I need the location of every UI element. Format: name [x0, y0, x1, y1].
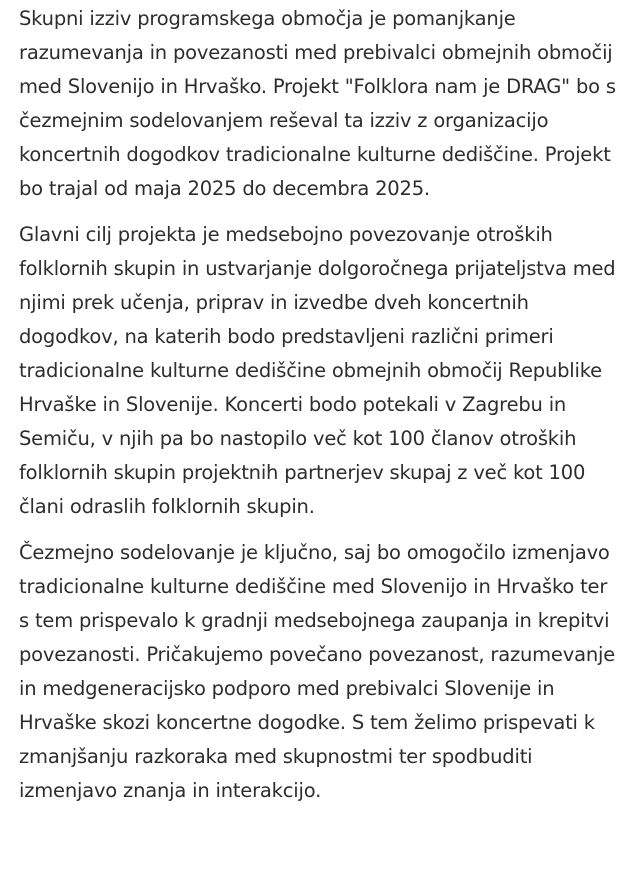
paragraph-main-goal: Glavni cilj projekta je medsebojno povezovanje otroških folklornih skupin in ustvarjanje dolgoročnega prijateljstva med njimi prek učenja, priprav in izvedbe dveh koncertnih dogodkov, na katerih bodo predstavljeni različni primeri tradicionalne kulturne dediščine obmejnih območij Republike Hrvaške in Slovenije. Koncerti bodo potekali v Zagrebu in Semiču, v njih pa bo nastopilo več kot 100 članov otroških folklornih skupin projektnih partnerjev skupaj z več kot 100 člani odraslih folklornih skupin. — [19, 223, 616, 518]
paragraph-challenge: Skupni izziv programskega območja je pomanjkanje razumevanja in povezanosti med prebivalci obmejnih območij med Slovenijo in Hrvaško. Projekt "Folklora nam je DRAG" bo s čezmejnim sodelovanjem reševal ta izziv z organizacijo koncertnih dogodkov tradicionalne kulturne dediščine. Projekt bo trajal od maja 2025 do decembra 2025. — [19, 7, 616, 200]
paragraph-cross-border-cooperation: Čezmejno sodelovanje je ključno, saj bo omogočilo izmenjavo tradicionalne kulturne dediščine med Slovenijo in Hrvaško ter s tem prispevalo k gradnji medsebojnega zaupanja in krepitvi povezanosti. Pričakujemo povečano povezanost, razumevanje in medgeneracijsko podporo med prebivalci Slovenije in Hrvaške skozi koncertne dogodke. S tem želimo prispevati k zmanjšanju razkoraka med skupnostmi ter spodbuditi izmenjavo znanja in interakcijo. — [19, 541, 615, 802]
